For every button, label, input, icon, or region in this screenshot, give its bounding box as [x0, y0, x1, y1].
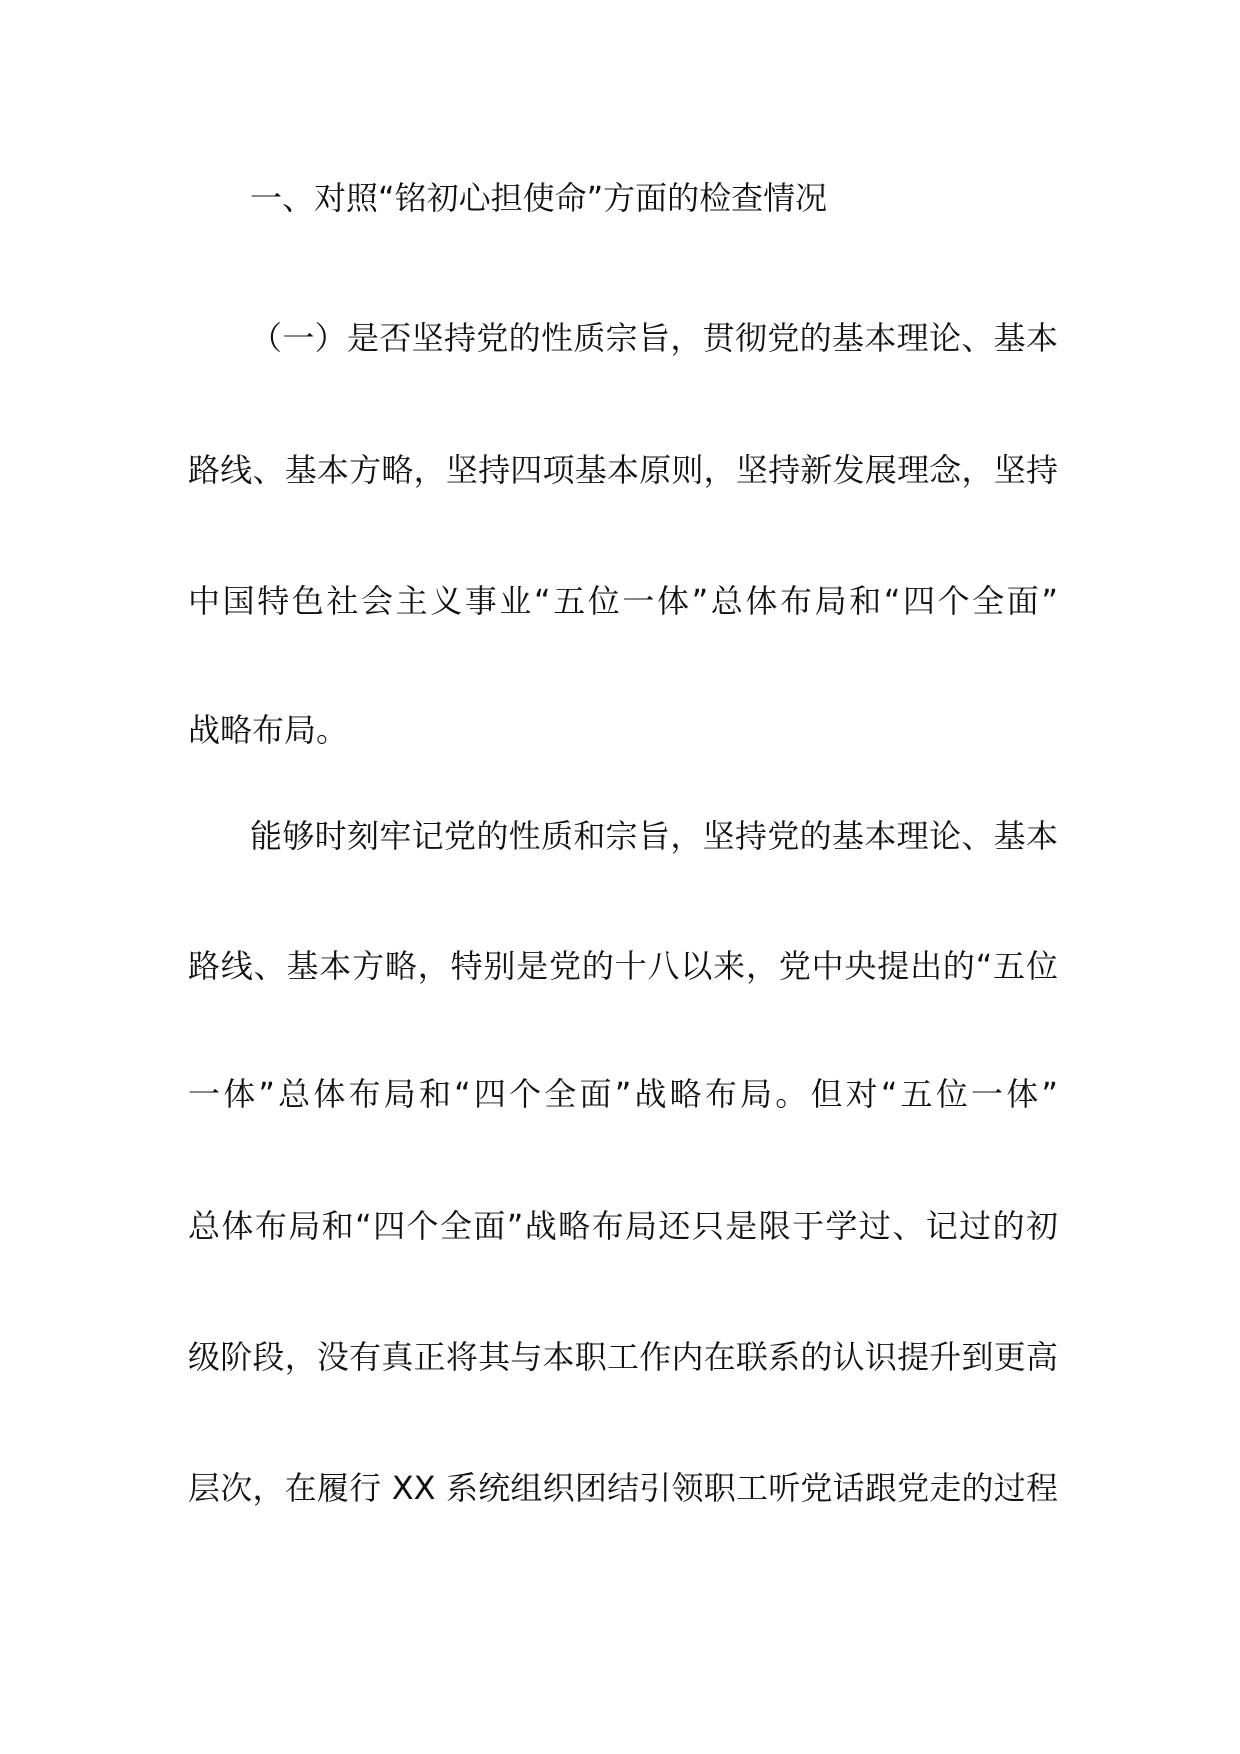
subsection-line-4: 战略布局。 — [188, 711, 349, 749]
section-heading: 一、对照“铭初心担使命”方面的检查情况 — [250, 179, 828, 217]
paragraph-line-6: 层次，在履行 XX 系统组织团结引领职工听党话跟党走的过程 — [188, 1469, 1058, 1507]
subsection-line-2: 路线、基本方略，坚持四项基本原则，坚持新发展理念，坚持 — [188, 451, 1058, 489]
paragraph-line-4: 总体布局和“四个全面”战略布局还只是限于学过、记过的初 — [188, 1207, 1058, 1245]
paragraph-line-5: 级阶段，没有真正将其与本职工作内在联系的认识提升到更高 — [188, 1338, 1058, 1376]
subsection-line-1: （一）是否坚持党的性质宗旨，贯彻党的基本理论、基本 — [250, 319, 1058, 357]
paragraph-line-2: 路线、基本方略，特别是党的十八以来，党中央提出的“五位 — [188, 947, 1058, 985]
paragraph-line-3: 一体”总体布局和“四个全面”战略布局。但对“五位一体” — [188, 1075, 1058, 1113]
paragraph-line-1: 能够时刻牢记党的性质和宗旨，坚持党的基本理论、基本 — [250, 817, 1058, 855]
subsection-line-3: 中国特色社会主义事业“五位一体”总体布局和“四个全面” — [188, 582, 1058, 620]
